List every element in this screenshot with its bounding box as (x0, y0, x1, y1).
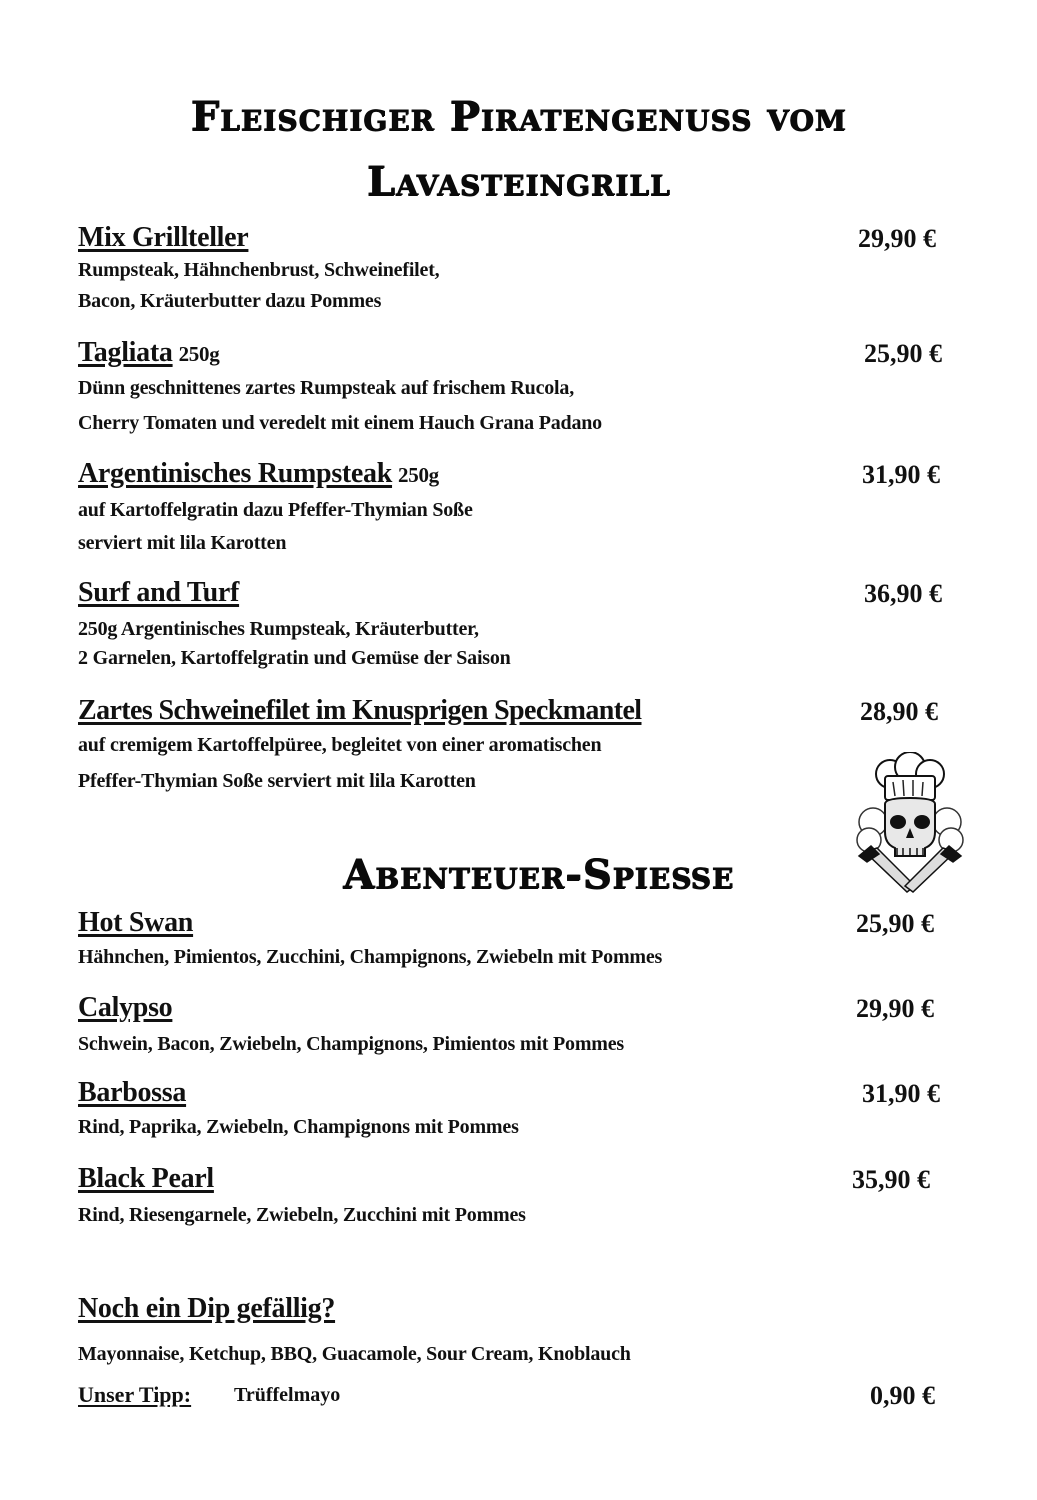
menu-item-name (78, 577, 239, 609)
item-name-text: Surf and Turf (78, 577, 240, 608)
menu-item-desc-line: Rind, Riesengarnele, Zwiebeln, Zucchini mit Pommes (78, 1204, 526, 1226)
item-name-text: Calypso (78, 992, 173, 1023)
item-name-text: Zartes Schweinefilet im Knusprigen Speckmantel (78, 695, 642, 726)
menu-item-price: 25,90 € (856, 909, 934, 938)
dips-title-text: Noch ein Dip gefällig? (78, 1293, 336, 1324)
dips-title (78, 1293, 335, 1325)
menu-item-desc-line: Rind, Paprika, Zwiebeln, Champignons mit Pommes (78, 1116, 519, 1138)
menu-item-price: 31,90 € (862, 1079, 940, 1108)
menu-item-desc-line: Schwein, Bacon, Zwiebeln, Champignons, Pimientos mit Pommes (78, 1033, 625, 1055)
menu-item-price: 35,90 € (852, 1165, 930, 1194)
menu-item-desc-line: 250g Argentinisches Rumpsteak, Kräuterbutter, (78, 618, 479, 640)
menu-item-price: 36,90 € (864, 579, 942, 608)
menu-item-price: 25,90 € (864, 339, 942, 368)
menu-item-name (78, 337, 219, 369)
dips-price: 0,90 € (870, 1381, 935, 1410)
menu-item-price: 29,90 € (856, 994, 934, 1023)
item-name-text: Tagliata (78, 337, 173, 368)
item-name-text: Barbossa (78, 1077, 187, 1108)
menu-item-desc-line: auf Kartoffelgratin dazu Pfeffer-Thymian Soße (78, 499, 473, 521)
section-title-grill-line2: Lavasteingrill (366, 158, 671, 205)
item-name-text: Hot Swan (78, 907, 194, 938)
tip-value: Trüffelmayo (234, 1384, 341, 1406)
item-name-text: Argentinisches Rumpsteak (78, 458, 393, 489)
menu-item-desc-line: Rumpsteak, Hähnchenbrust, Schweinefilet, (78, 259, 440, 281)
menu-item-price: 29,90 € (858, 224, 936, 253)
menu-item-name (78, 458, 439, 490)
item-name-text: Black Pearl (78, 1163, 214, 1194)
menu-item-desc-line: Cherry Tomaten und veredelt mit einem Hauch Grana Padano (78, 412, 602, 434)
section-title-grill-line1: Fleischiger Piratengenuss vom (190, 93, 847, 140)
menu-item-price: 31,90 € (862, 460, 940, 489)
menu-item-name (78, 992, 172, 1024)
dips-list: Mayonnaise, Ketchup, BBQ, Guacamole, Sour Cream, Knoblauch (78, 1343, 631, 1365)
menu-item-weight: 250g (178, 342, 220, 366)
menu-item-desc-line: auf cremigem Kartoffelpüree, begleitet von einer aromatischen (78, 734, 602, 756)
menu-item-desc-line: Hähnchen, Pimientos, Zucchini, Champignons, Zwiebeln mit Pommes (78, 946, 663, 968)
menu-item-name (78, 907, 193, 939)
item-name-text: Mix Grillteller (78, 222, 249, 253)
menu-item-desc-line: Dünn geschnittenes zartes Rumpsteak auf frischem Rucola, (78, 377, 574, 399)
menu-item-name (78, 1077, 186, 1109)
section-title-skewers: Abenteuer-Spieße (343, 851, 734, 898)
menu-item-name (78, 695, 642, 727)
menu-item-desc-line: Bacon, Kräuterbutter dazu Pommes (78, 290, 382, 312)
menu-item-desc-line: serviert mit lila Karotten (78, 532, 287, 554)
menu-item-name (78, 1163, 214, 1195)
menu-item-name (78, 222, 248, 254)
tip-label: Unser Tipp: (78, 1382, 192, 1407)
menu-item-desc-line: Pfeffer-Thymian Soße serviert mit lila Karotten (78, 770, 476, 792)
menu-item-weight: 250g (398, 463, 439, 487)
menu-item-price: 28,90 € (860, 697, 938, 726)
menu-item-desc-line: 2 Garnelen, Kartoffelgratin und Gemüse der Saison (78, 647, 511, 669)
